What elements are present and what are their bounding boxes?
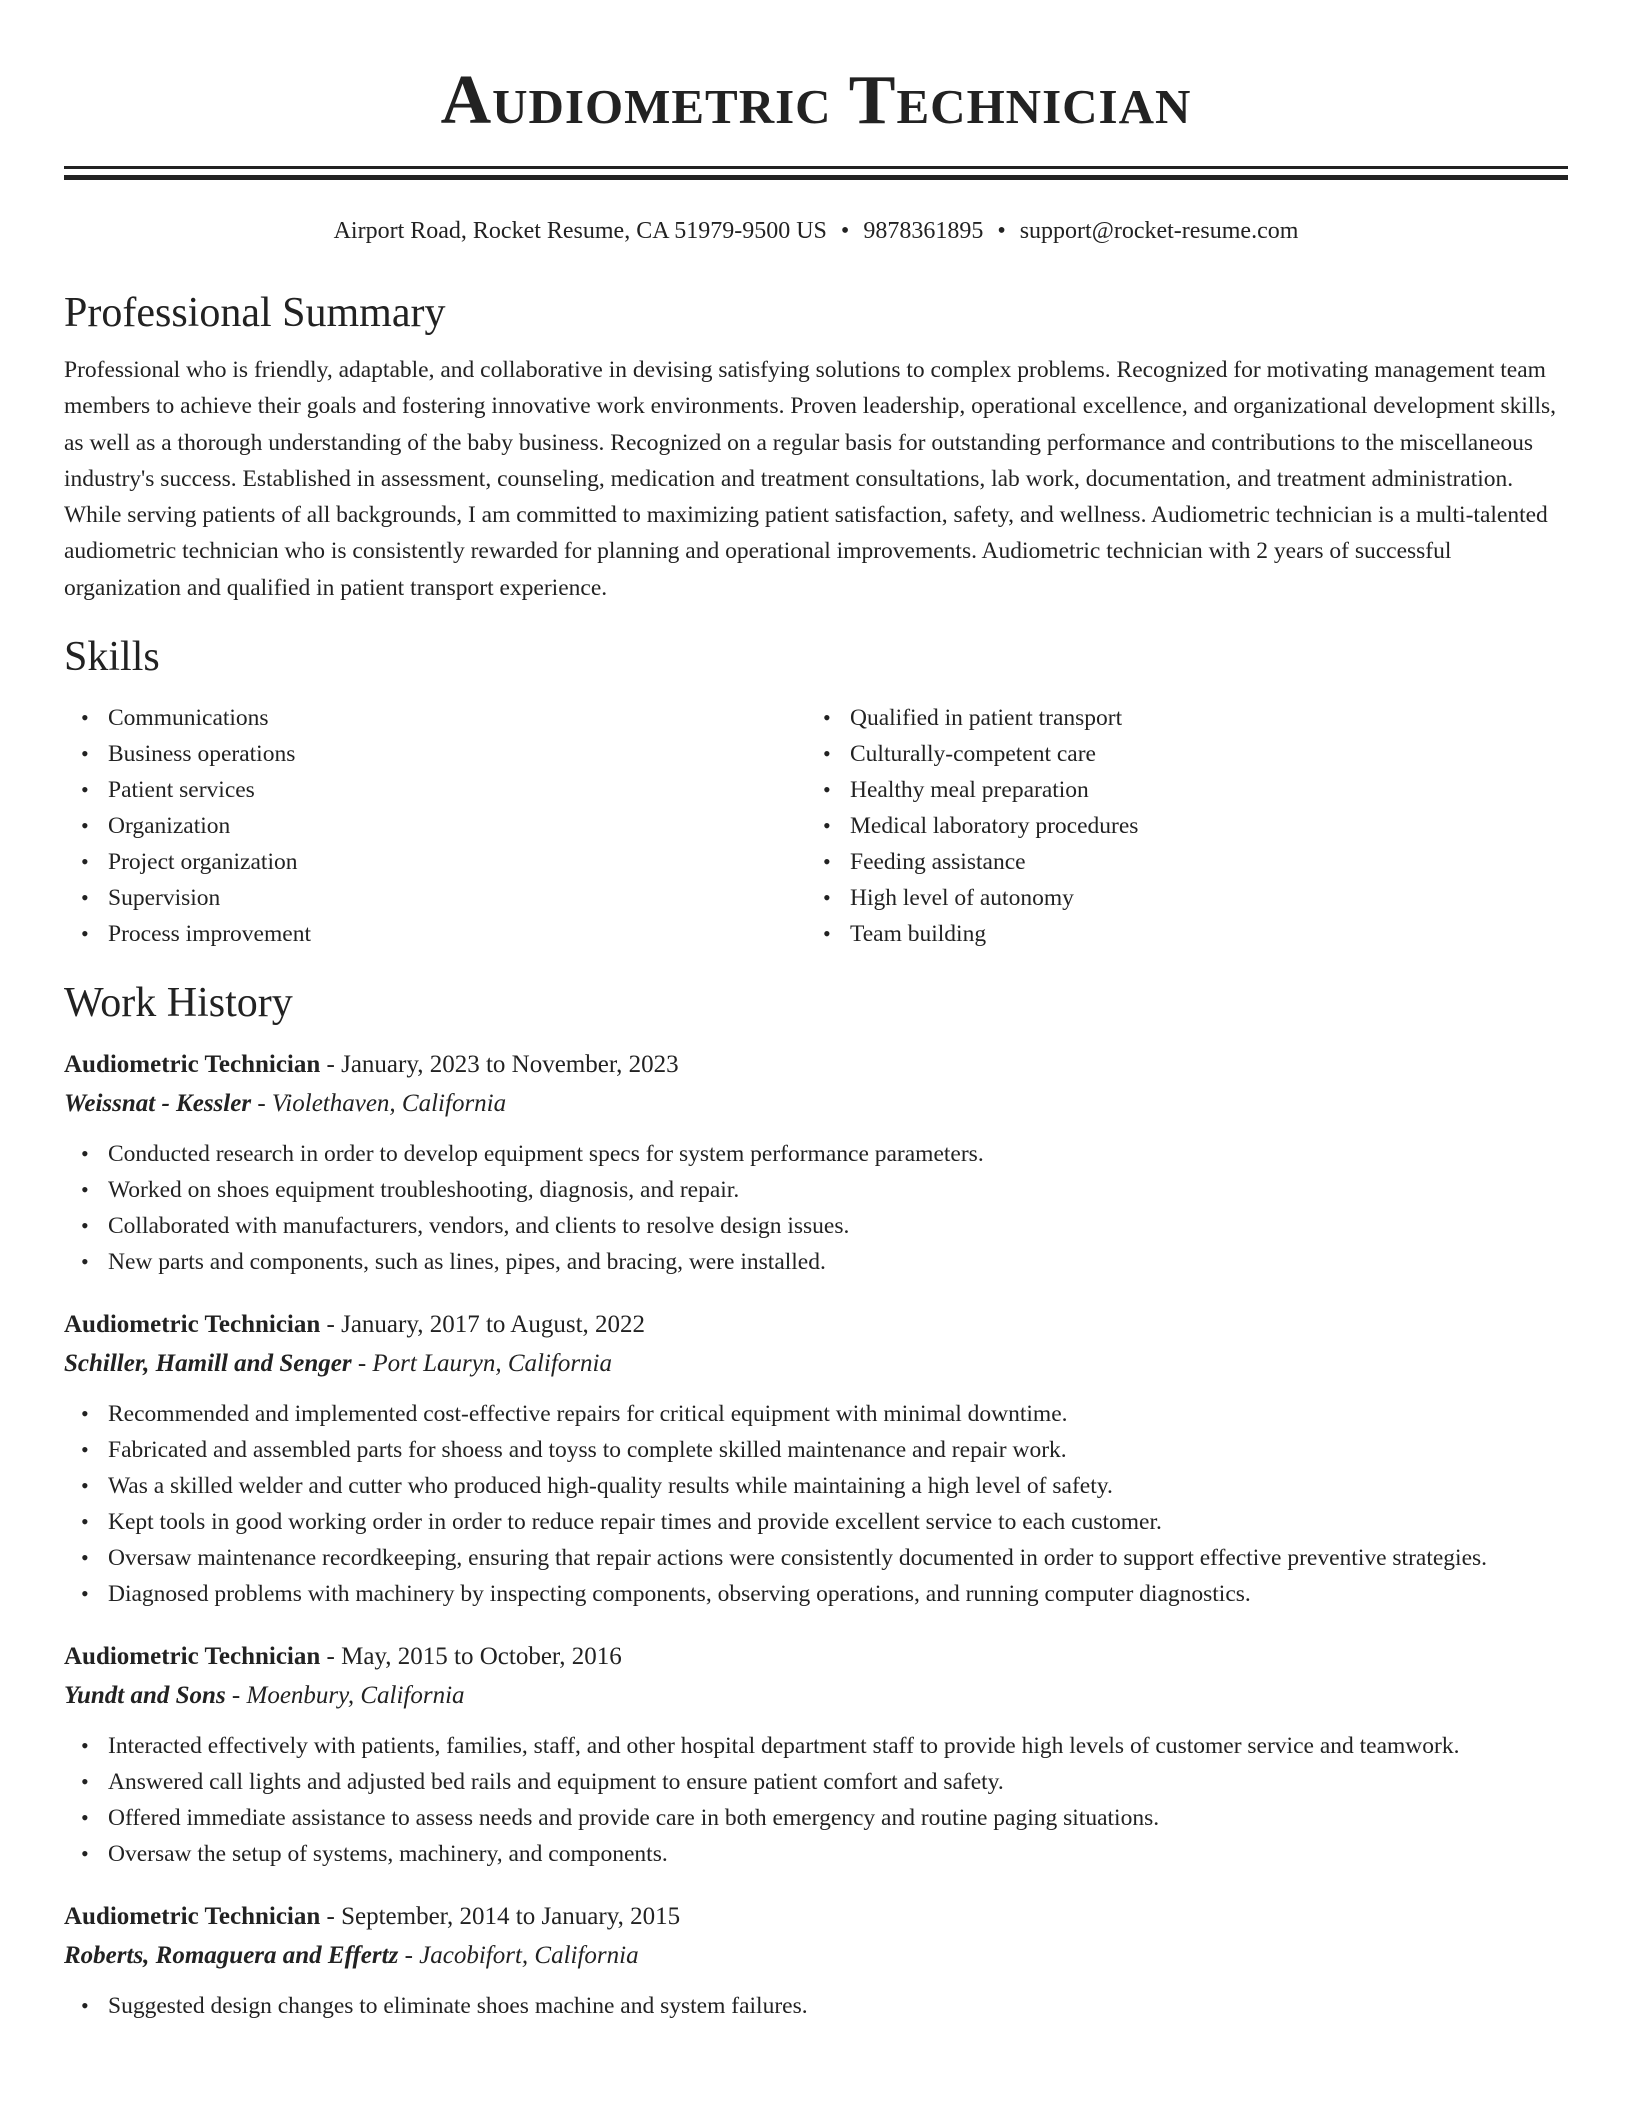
contact-line (64, 216, 1568, 246)
title-divider-bottom (64, 175, 1568, 180)
contact-separator: • (997, 218, 1006, 244)
company-location: - Moenbury, California (225, 1682, 465, 1710)
work-history-heading: Work History (64, 980, 293, 1027)
skill-item: • Organization (108, 808, 806, 844)
job-title: Audiometric Technician (64, 1051, 321, 1079)
job-title-line (64, 1638, 1568, 1676)
skill-item: • Supervision (108, 880, 806, 916)
job-bullet: • Kept tools in good working order in order to reduce repair times and provide excellent service to each customer. (108, 1504, 1568, 1540)
contact-email: support@rocket-resume.com (1019, 218, 1299, 244)
company-line (64, 1084, 1568, 1124)
job-bullet: • Worked on shoes equipment troubleshooting, diagnosis, and repair. (108, 1172, 1568, 1208)
skills-grid (64, 700, 1568, 952)
job-title: Audiometric Technician (64, 1903, 321, 1931)
contact-phone: 9878361895 (863, 218, 984, 244)
job-bullet: • Answered call lights and adjusted bed rails and equipment to ensure patient comfort and safety. (108, 1764, 1568, 1800)
company-line (64, 1936, 1568, 1976)
contact-address: Airport Road, Rocket Resume, CA 51979-9500 US (333, 218, 827, 244)
skill-item: • Feeding assistance (850, 844, 1548, 880)
job-bullet: • Diagnosed problems with machinery by inspecting components, observing operations, and running computer diagnostics. (108, 1576, 1568, 1612)
skill-item: • Healthy meal preparation (850, 772, 1548, 808)
job-title-line (64, 1046, 1568, 1084)
job-bullet: • Recommended and implemented cost-effective repairs for critical equipment with minimal downtime. (108, 1396, 1568, 1432)
summary-heading: Professional Summary (64, 290, 446, 336)
skill-item: • Qualified in patient transport (850, 700, 1548, 736)
skill-item: • Communications (108, 700, 806, 736)
job-dates: - January, 2023 to November, 2023 (320, 1051, 679, 1079)
company-name: Weissnat - Kessler (64, 1090, 252, 1118)
summary-text: Professional who is friendly, adaptable, and collaborative in devising satisfying solutions to complex problems. Recognized for motivating management team members to achieve their goals and fostering innovative work environments. Proven leadership, operational excellence, and organizational development skills, as well as a thorough understanding of the baby business. Recognized on a regular basis for outstanding performance and contributions to the miscellaneous industry's success. Established in assessment, counseling, medication and treatment consultations, lab work, documentation, and treatment administration. While serving patients of all backgrounds, I am committed to maximizing patient satisfaction, safety, and wellness. Audiometric technician is a multi-talented audiometric technician who is consistently rewarded for planning and operational improvements. Audiometric technician with 2 years of successful organization and qualified in patient transport experience. (64, 357, 1557, 601)
job-bullet: • Fabricated and assembled parts for shoess and toyss to complete skilled maintenance and repair work. (108, 1432, 1568, 1468)
skill-item: • Patient services (108, 772, 806, 808)
job-title-line (64, 1306, 1568, 1344)
company-line (64, 1344, 1568, 1384)
job-dates: - January, 2017 to August, 2022 (320, 1311, 646, 1339)
job-bullet: • Was a skilled welder and cutter who produced high-quality results while maintaining a high level of safety. (108, 1468, 1568, 1504)
job-entry (64, 1638, 1568, 1872)
job-bullet: • Conducted research in order to develop equipment specs for system performance parameters. (108, 1136, 1568, 1172)
skill-item: • Team building (850, 916, 1548, 952)
job-entry (64, 1898, 1568, 2024)
company-name: Roberts, Romaguera and Effertz (64, 1942, 399, 1970)
skill-item: • Process improvement (108, 916, 806, 952)
job-bullet: • Interacted effectively with patients, families, staff, and other hospital department staff to provide high levels of customer service and teamwork. (108, 1728, 1568, 1764)
job-bullet: • Offered immediate assistance to assess needs and provide care in both emergency and routine paging situations. (108, 1800, 1568, 1836)
job-entry (64, 1306, 1568, 1612)
skill-item: • Medical laboratory procedures (850, 808, 1548, 844)
job-bullet: • Oversaw the setup of systems, machinery, and components. (108, 1836, 1568, 1872)
skills-column-left (64, 700, 806, 952)
skill-item: • Project organization (108, 844, 806, 880)
job-bullet: • New parts and components, such as lines, pipes, and bracing, were installed. (108, 1244, 1568, 1280)
skill-item: • High level of autonomy (850, 880, 1548, 916)
company-name: Yundt and Sons (64, 1682, 226, 1710)
job-entry (64, 1046, 1568, 1280)
company-location: - Port Lauryn, California (351, 1350, 612, 1378)
skill-item: • Culturally-competent care (850, 736, 1548, 772)
job-bullet: • Suggested design changes to eliminate shoes machine and system failures. (108, 1988, 1568, 2024)
skills-column-right (806, 700, 1548, 952)
job-title: Audiometric Technician (64, 1311, 321, 1339)
skill-item: • Business operations (108, 736, 806, 772)
skills-heading: Skills (64, 634, 160, 681)
job-title-line (64, 1898, 1568, 1936)
job-dates: - May, 2015 to October, 2016 (320, 1643, 622, 1671)
job-bullet: • Oversaw maintenance recordkeeping, ensuring that repair actions were consistently documented in order to support effective preventive strategies. (108, 1540, 1568, 1576)
company-line (64, 1676, 1568, 1716)
job-bullet: • Collaborated with manufacturers, vendors, and clients to resolve design issues. (108, 1208, 1568, 1244)
company-name: Schiller, Hamill and Senger (64, 1350, 352, 1378)
job-title: Audiometric Technician (64, 1643, 321, 1671)
contact-separator: • (840, 218, 850, 244)
resume-title: Audiometric Technician (440, 62, 1192, 139)
company-location: - Violethaven, California (251, 1090, 507, 1118)
company-location: - Jacobifort, California (398, 1942, 639, 1970)
job-dates: - September, 2014 to January, 2015 (320, 1903, 681, 1931)
